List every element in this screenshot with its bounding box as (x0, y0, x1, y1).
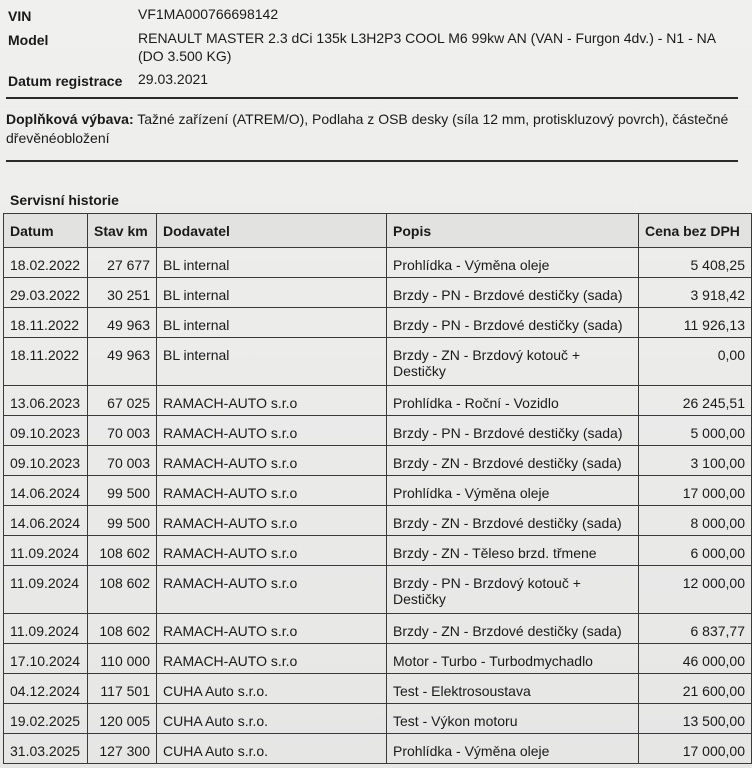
table-row (4, 308, 752, 338)
cell-supplier: RAMACH-AUTO s.r.o (157, 536, 387, 566)
cell-km: 70 003 (88, 446, 157, 476)
table-row (4, 446, 752, 476)
equipment-block (6, 110, 736, 148)
cell-supplier: RAMACH-AUTO s.r.o (157, 476, 387, 506)
header-description: Popis (387, 214, 639, 248)
model-value-line1: RENAULT MASTER 2.3 dCi 135k L3H2P3 COOL M6 99kw AN (VAN - Furgon 4dv.) - N1 - NA (138, 30, 717, 46)
cell-price: 46 000,00 (639, 644, 752, 674)
cell-supplier: RAMACH-AUTO s.r.o (157, 386, 387, 416)
cell-date: 18.11.2022 (4, 308, 88, 338)
cell-date: 29.03.2022 (4, 278, 88, 308)
cell-supplier: BL internal (157, 248, 387, 278)
cell-km: 30 251 (88, 278, 157, 308)
cell-price: 3 100,00 (639, 446, 752, 476)
cell-date: 31.03.2025 (4, 734, 88, 764)
registration-label: Datum registrace (8, 73, 123, 89)
cell-description: Brzdy - PN - Brzdové destičky (sada) (387, 308, 639, 338)
cell-description: Test - Výkon motoru (387, 704, 639, 734)
cell-supplier: CUHA Auto s.r.o. (157, 704, 387, 734)
table-row (4, 248, 752, 278)
cell-supplier: BL internal (157, 338, 387, 386)
cell-supplier: RAMACH-AUTO s.r.o (157, 566, 387, 614)
table-header-row (4, 214, 752, 248)
model-value-line2: (DO 3.500 KG) (138, 48, 232, 64)
vin-label: VIN (8, 8, 32, 24)
cell-km: 108 602 (88, 614, 157, 644)
vin-value: VF1MA000766698142 (138, 6, 279, 22)
cell-description: Test - Elektrosoustava (387, 674, 639, 704)
table-row (4, 278, 752, 308)
header-price: Cena bez DPH (639, 214, 752, 248)
table-row (4, 386, 752, 416)
cell-description: Prohlídka - Výměna oleje (387, 476, 639, 506)
cell-date: 14.06.2024 (4, 476, 88, 506)
cell-description: Brzdy - ZN - Brzdové destičky (sada) (387, 506, 639, 536)
model-label: Model (8, 32, 49, 48)
cell-price: 3 918,42 (639, 278, 752, 308)
cell-date: 09.10.2023 (4, 446, 88, 476)
cell-km: 49 963 (88, 308, 157, 338)
cell-date: 13.06.2023 (4, 386, 88, 416)
cell-km: 99 500 (88, 506, 157, 536)
cell-supplier: RAMACH-AUTO s.r.o (157, 506, 387, 536)
cell-price: 21 600,00 (639, 674, 752, 704)
cell-price: 0,00 (639, 338, 752, 386)
cell-supplier: CUHA Auto s.r.o. (157, 674, 387, 704)
cell-date: 09.10.2023 (4, 416, 88, 446)
cell-date: 11.09.2024 (4, 536, 88, 566)
cell-description: Motor - Turbo - Turbodmychadlo (387, 644, 639, 674)
service-history-title: Servisní historie (10, 192, 119, 208)
header-date: Datum (4, 214, 88, 248)
cell-price: 13 500,00 (639, 704, 752, 734)
header-supplier: Dodavatel (157, 214, 387, 248)
cell-km: 49 963 (88, 338, 157, 386)
cell-supplier: RAMACH-AUTO s.r.o (157, 644, 387, 674)
cell-date: 17.10.2024 (4, 644, 88, 674)
cell-date: 18.11.2022 (4, 338, 88, 386)
cell-price: 5 000,00 (639, 416, 752, 446)
cell-description: Prohlídka - Roční - Vozidlo (387, 386, 639, 416)
cell-date: 14.06.2024 (4, 506, 88, 536)
table-row (4, 476, 752, 506)
table-row (4, 704, 752, 734)
table-row (4, 614, 752, 644)
cell-km: 27 677 (88, 248, 157, 278)
cell-km: 120 005 (88, 704, 157, 734)
table-row (4, 644, 752, 674)
cell-km: 108 602 (88, 536, 157, 566)
registration-date: 29.03.2021 (138, 71, 209, 87)
cell-price: 5 408,25 (639, 248, 752, 278)
cell-km: 99 500 (88, 476, 157, 506)
table-row (4, 338, 752, 386)
cell-km: 108 602 (88, 566, 157, 614)
cell-supplier: CUHA Auto s.r.o. (157, 734, 387, 764)
cell-price: 17 000,00 (639, 476, 752, 506)
cell-km: 110 000 (88, 644, 157, 674)
cell-km: 67 025 (88, 386, 157, 416)
table-row (4, 674, 752, 704)
cell-supplier: BL internal (157, 278, 387, 308)
table-row (4, 416, 752, 446)
cell-price: 11 926,13 (639, 308, 752, 338)
table-row (4, 734, 752, 764)
equipment-label: Doplňková výbava: (6, 111, 134, 127)
cell-description: Brzdy - PN - Brzdový kotouč + Destičky (387, 566, 639, 614)
cell-description: Prohlídka - Výměna oleje (387, 734, 639, 764)
cell-description: Brzdy - ZN - Brzdové destičky (sada) (387, 446, 639, 476)
cell-supplier: BL internal (157, 308, 387, 338)
equipment-text: Tažné zařízení (ATREM/O), Podlaha z OSB desky (síla 12 mm, protiskluzový povrch), částečné dřevěnéobložení (6, 111, 729, 146)
cell-price: 26 245,51 (639, 386, 752, 416)
cell-description: Brzdy - ZN - Brzdový kotouč + Destičky (387, 338, 639, 386)
table-row (4, 506, 752, 536)
cell-description: Brzdy - ZN - Těleso brzd. třmene (387, 536, 639, 566)
cell-description: Brzdy - ZN - Brzdové destičky (sada) (387, 614, 639, 644)
cell-date: 19.02.2025 (4, 704, 88, 734)
cell-date: 11.09.2024 (4, 566, 88, 614)
cell-km: 117 501 (88, 674, 157, 704)
cell-supplier: RAMACH-AUTO s.r.o (157, 416, 387, 446)
header-km: Stav km (88, 214, 157, 248)
cell-supplier: RAMACH-AUTO s.r.o (157, 446, 387, 476)
cell-km: 70 003 (88, 416, 157, 446)
cell-price: 12 000,00 (639, 566, 752, 614)
service-history-table (3, 213, 752, 764)
cell-price: 6 837,77 (639, 614, 752, 644)
cell-description: Brzdy - PN - Brzdové destičky (sada) (387, 278, 639, 308)
cell-date: 18.02.2022 (4, 248, 88, 278)
cell-description: Brzdy - PN - Brzdové destičky (sada) (387, 416, 639, 446)
table-row (4, 536, 752, 566)
cell-description: Prohlídka - Výměna oleje (387, 248, 639, 278)
cell-km: 127 300 (88, 734, 157, 764)
divider-bottom (6, 160, 738, 162)
cell-price: 8 000,00 (639, 506, 752, 536)
cell-price: 6 000,00 (639, 536, 752, 566)
divider-top (6, 97, 738, 99)
cell-date: 11.09.2024 (4, 614, 88, 644)
cell-supplier: RAMACH-AUTO s.r.o (157, 614, 387, 644)
table-row (4, 566, 752, 614)
cell-date: 04.12.2024 (4, 674, 88, 704)
cell-price: 17 000,00 (639, 734, 752, 764)
